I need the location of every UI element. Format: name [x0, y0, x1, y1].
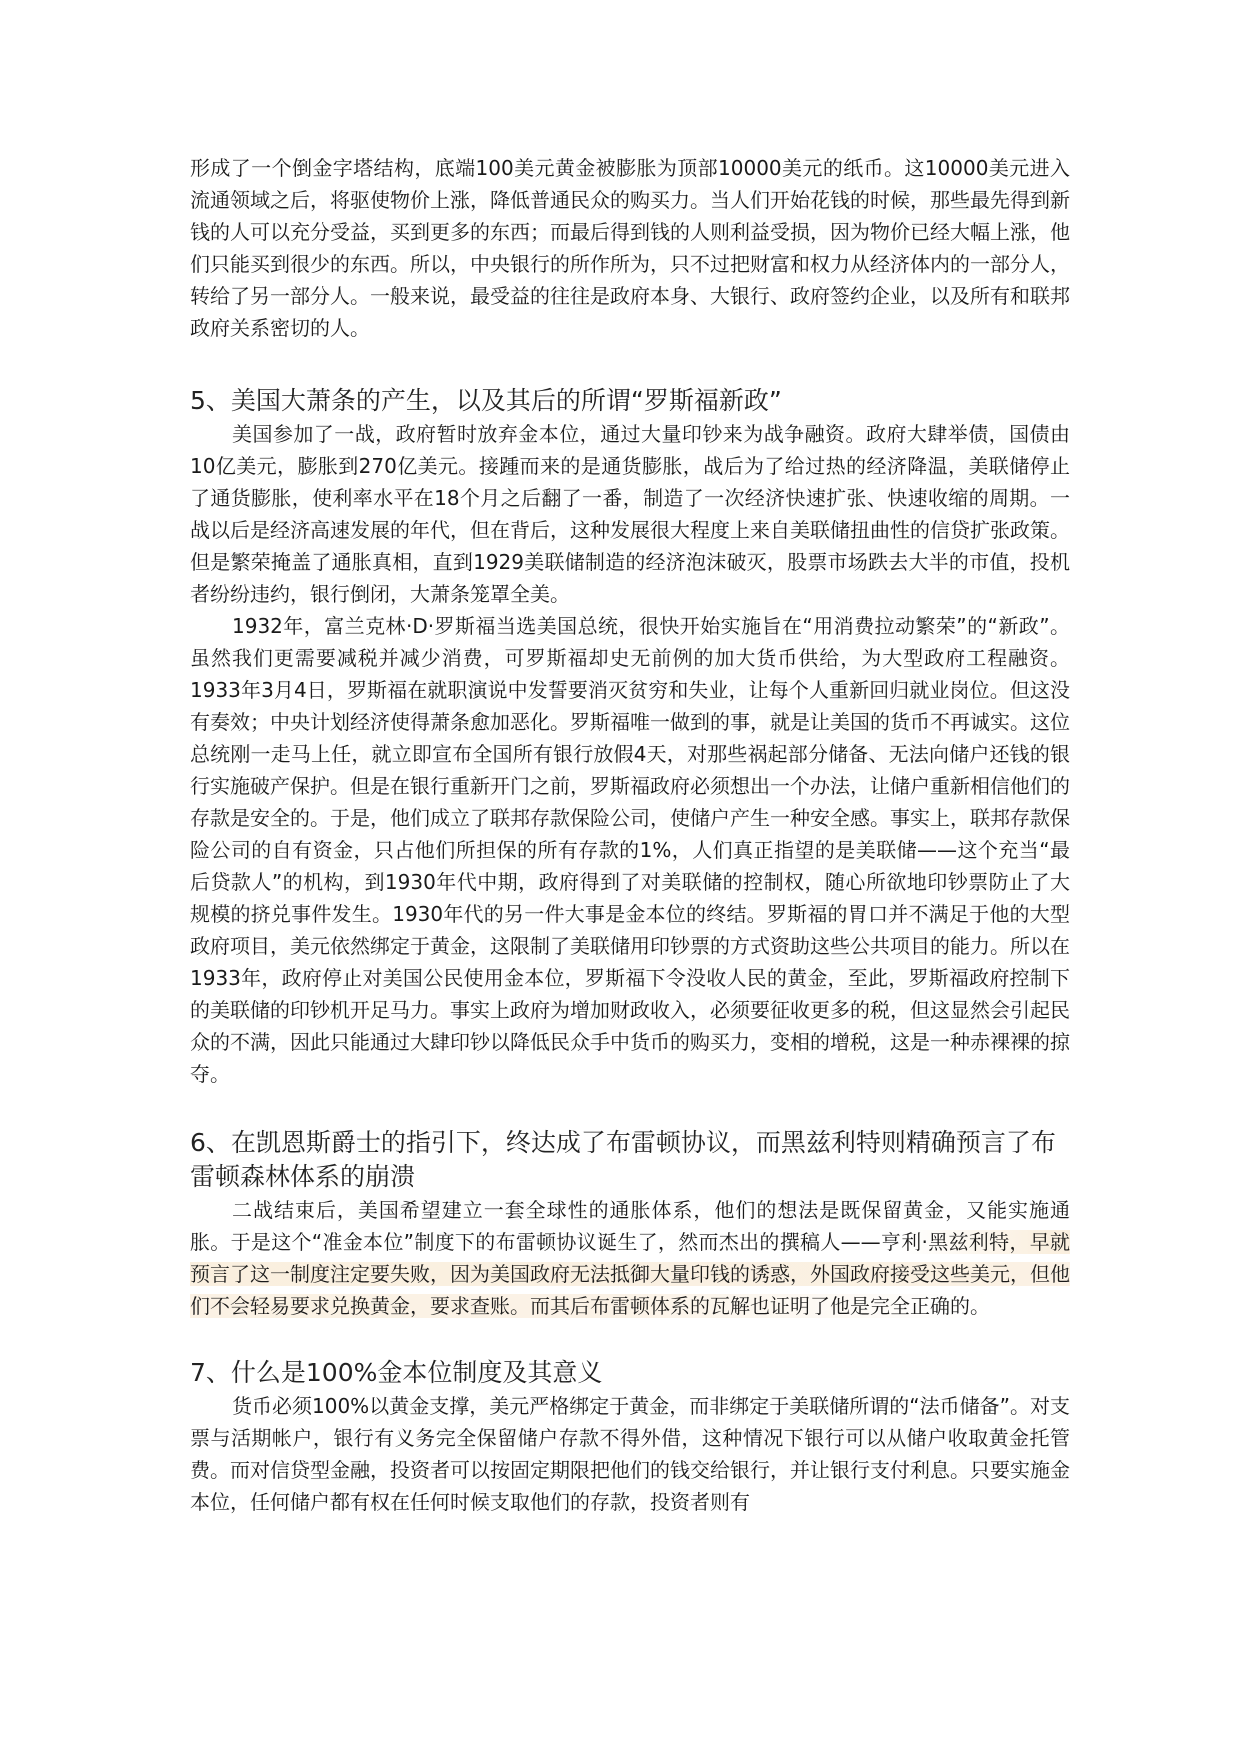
- section-5-heading: 5、美国大萧条的产生，以及其后的所谓“罗斯福新政”: [190, 386, 782, 415]
- section-6-paragraph-1-part-a: 二战结束后，美国希望建立一套全球性的通胀体系，他们的想法是既保留黄金，又能实施通胀。于是这个“准金本位”制度下的布雷顿协议诞生了，然而杰出的撰稿人——亨: [190, 1198, 1070, 1254]
- section-7-heading: 7、什么是100%金本位制度及其意义: [190, 1358, 603, 1387]
- section-7-paragraph-1: 货币必须100%以黄金支撑，美元严格绑定于黄金，而非绑定于美联储所谓的“法币储备”。对支票与活期帐户，银行有义务完全保留储户存款不得外借，这种情况下银行可以从储户收取黄金托管费。而对信贷型金融，投资者可以按固定期限把他们的钱交给银行，并让银行支付利息。只要实施金本位，任何储户都有权在任何时候支取他们的存款，投资者则有: [190, 1394, 1070, 1514]
- section-6-highlighted-text: 利·黑兹利特，早就预言了这一制度注定要失败，因为美国政府无法抵御大量印钱的诱惑，外国政府接受这些美元，但他们不会轻易要求兑换黄金，要求查账。而其后布雷顿体系的瓦解也证明了他是完全正确的。: [190, 1230, 1070, 1318]
- section-5-paragraph-2: 1932年，富兰克林·D·罗斯福当选美国总统，很快开始实施旨在“用消费拉动繁荣”的“新政”。虽然我们更需要减税并减少消费，可罗斯福却史无前例的加大货币供给，为大型政府工程融资。1933年3月4日，罗斯福在就职演说中发誓要消灭贫穷和失业，让每个人重新回归就业岗位。但这没有奏效；中央计划经济使得萧条愈加恶化。罗斯福唯一做到的事，就是让美国的货币不再诚实。这位总统刚一走马上任，就立即宣布全国所有银行放假4天，对那些祸起部分储备、无法向储户还钱的银行实施破产保护。但是在银行重新开门之前，罗斯福政府必须想出一个办法，让储户重新相信他们的存款是安全的。于是，他们成立了联邦存款保险公司，使储户产生一种安全感。事实上，联邦存款保险公司的自有资金，只占他们所担保的所有存款的1%，人们真正指望的是美联储——这个充当“最后贷款人”的机构，到1930年代中期，政府得到了对美联储的控制权，随心所欲地印钞票防止了大规模的挤兑事件发生。1930年代的另一件大事是金本位的终结。罗斯福的胃口并不满足于他的大型政府项目，美元依然绑定于黄金，这限制了美联储用印钞票的方式资助这些公共项目的能力。所以在1933年，政府停止对美国公民使用金本位，罗斯福下令没收人民的黄金，至此，罗斯福政府控制下的美联储的印钞机开足马力。事实上政府为增加财政收入，必须要征收更多的税，但这显然会引起民众的不满，因此只能通过大肆印钞以降低民众手中货币的购买力，变相的增税，这是一种赤裸裸的掠夺。: [190, 614, 1070, 1086]
- section-6-paragraph-1: [190, 1194, 1070, 1322]
- document-body: [190, 152, 1070, 1518]
- section-6-heading: 6、在凯恩斯爵士的指引下，终达成了布雷顿协议，而黑兹利特则精确预言了布雷顿森林体系的崩溃: [190, 1128, 1056, 1191]
- intro-paragraph: 形成了一个倒金字塔结构，底端100美元黄金被膨胀为顶部10000美元的纸币。这10000美元进入流通领域之后，将驱使物价上涨，降低普通民众的购买力。当人们开始花钱的时候，那些最先得到新钱的人可以充分受益，买到更多的东西；而最后得到钱的人则利益受损，因为物价已经大幅上涨，他们只能买到很少的东西。所以，中央银行的所作所为，只不过把财富和权力从经济体内的一部分人，转给了另一部分人。一般来说，最受益的往往是政府本身、大银行、政府签约企业，以及所有和联邦政府关系密切的人。: [190, 156, 1070, 340]
- section-5-paragraph-1: 美国参加了一战，政府暂时放弃金本位，通过大量印钞来为战争融资。政府大肆举债，国债由10亿美元，膨胀到270亿美元。接踵而来的是通货膨胀，战后为了给过热的经济降温，美联储停止了通货膨胀，使利率水平在18个月之后翻了一番，制造了一次经济快速扩张、快速收缩的周期。一战以后是经济高速发展的年代，但在背后，这种发展很大程度上来自美联储扭曲性的信贷扩张政策。但是繁荣掩盖了通胀真相，直到1929美联储制造的经济泡沫破灭，股票市场跌去大半的市值，投机者纷纷违约，银行倒闭，大萧条笼罩全美。: [190, 422, 1070, 606]
